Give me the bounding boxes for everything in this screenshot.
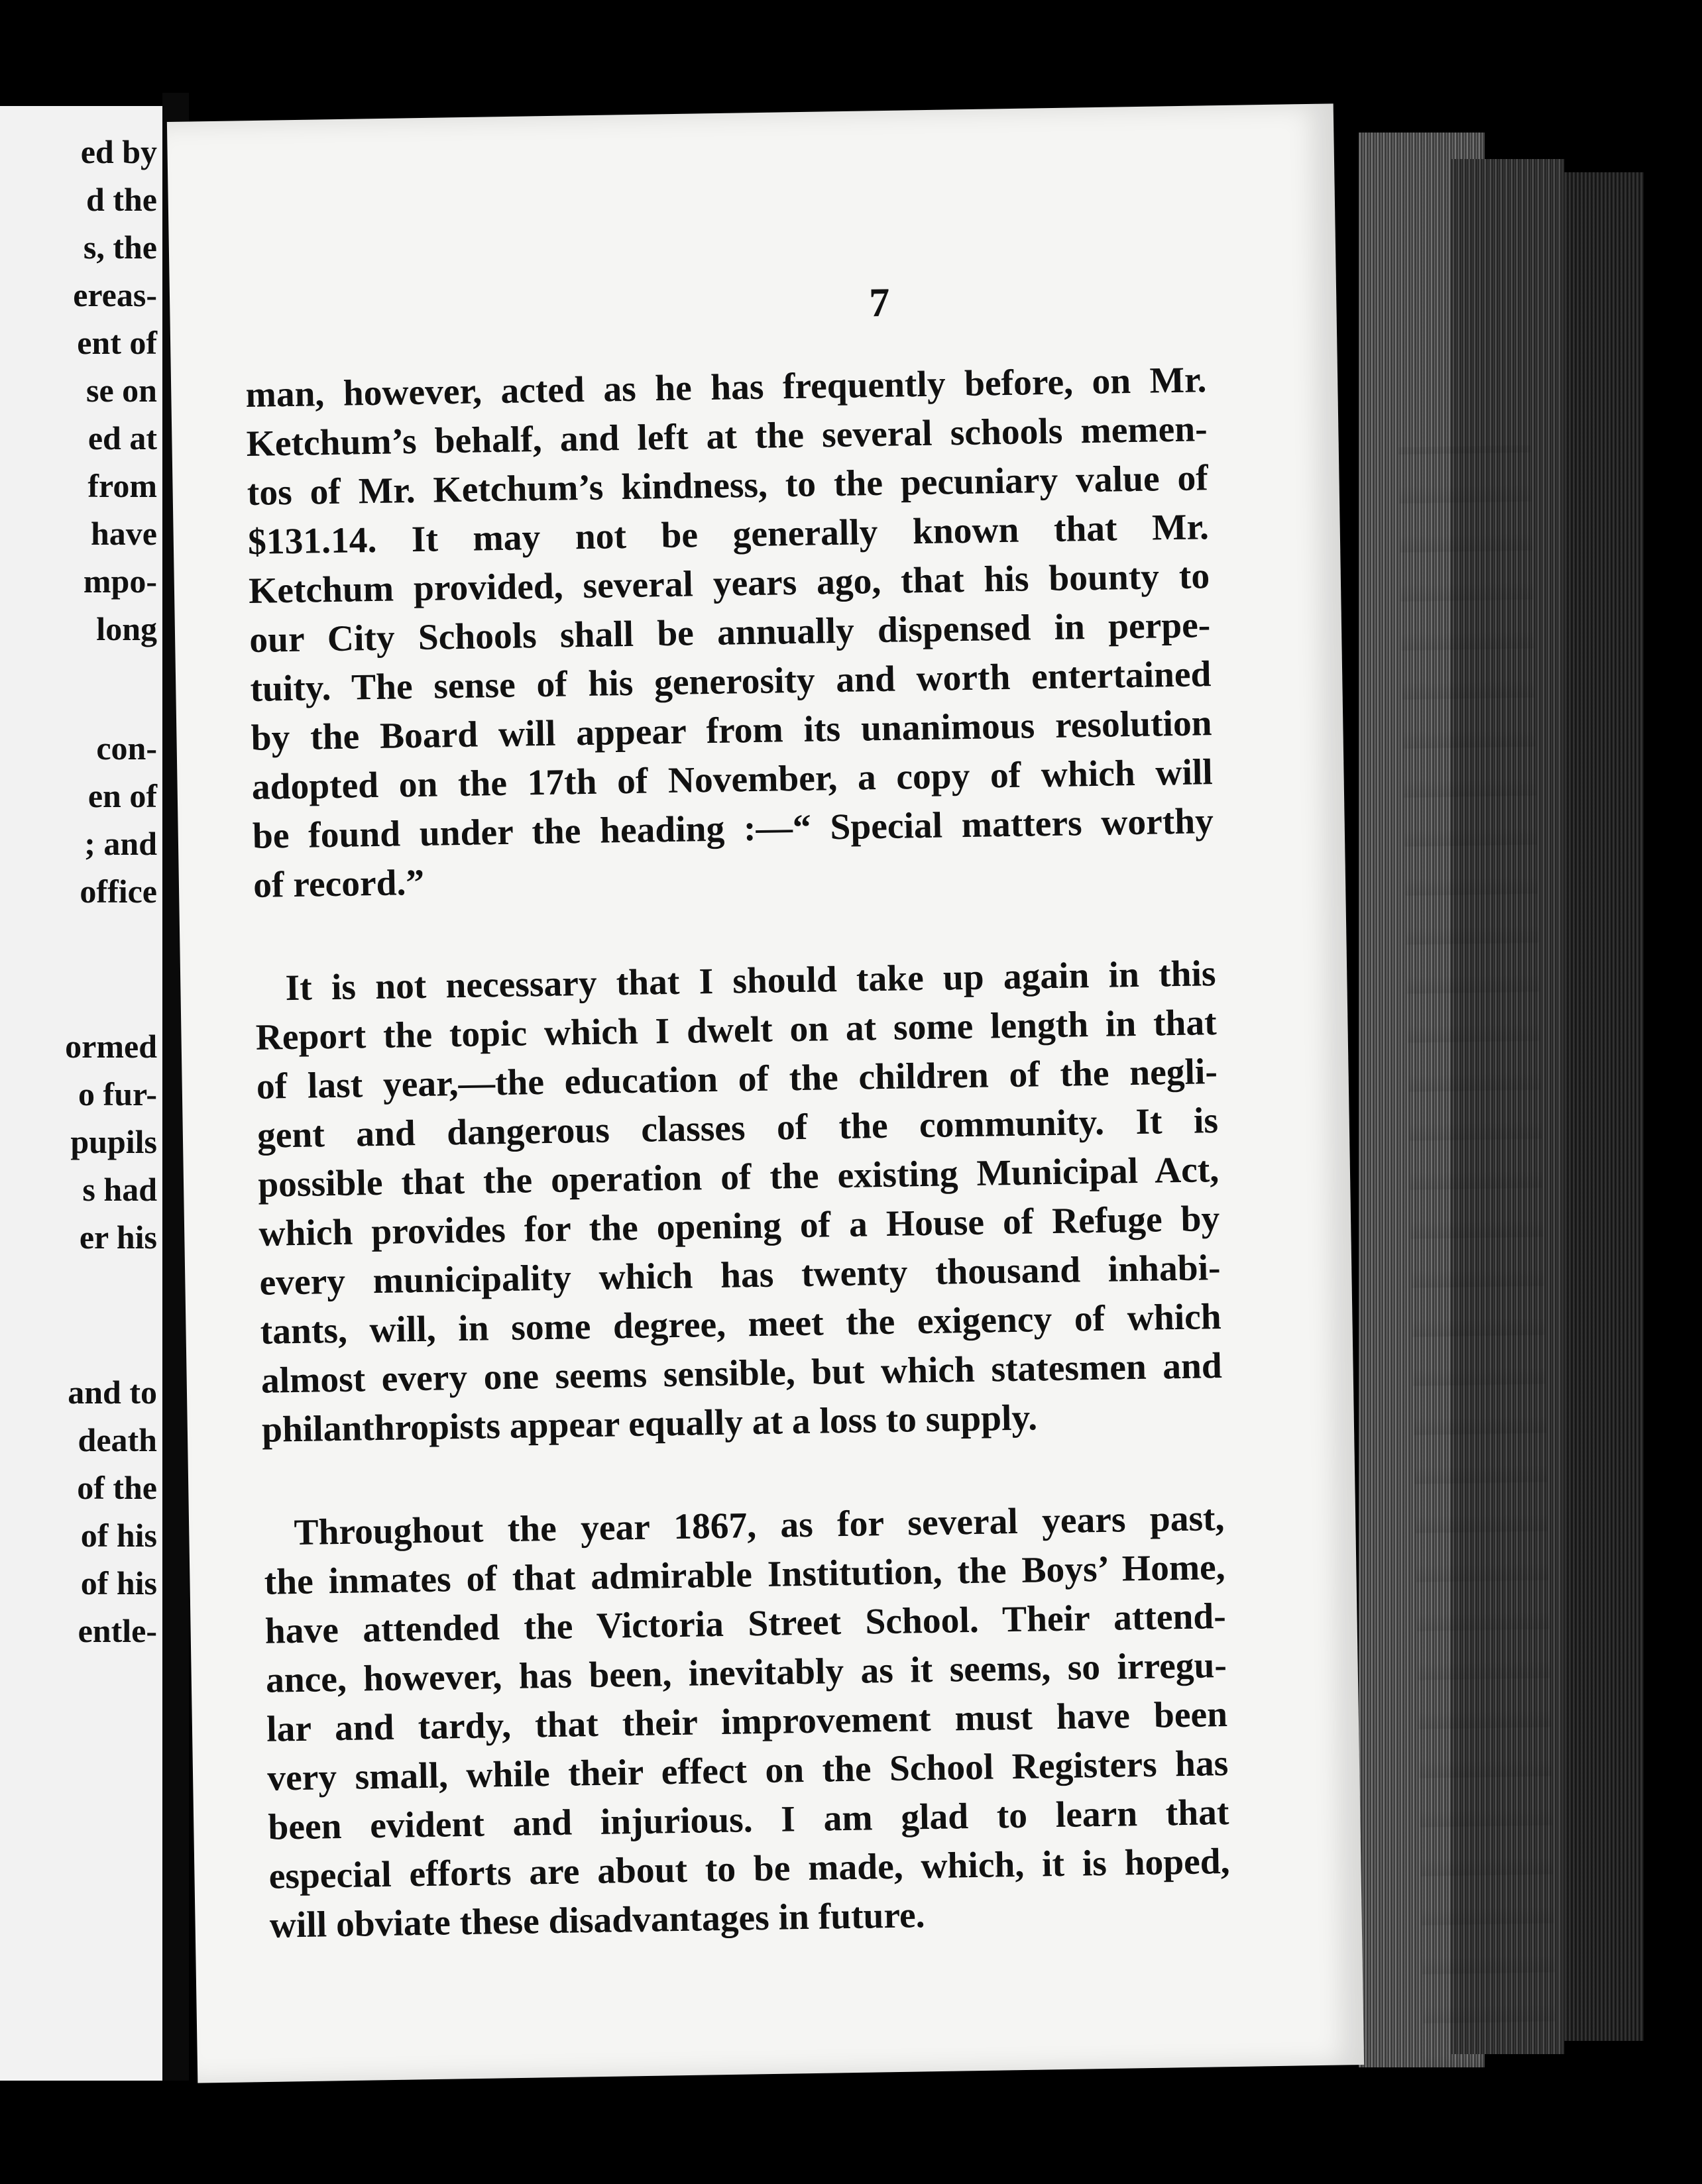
text-line: of record.” xyxy=(253,862,425,906)
text-line: philanthropists appear equally at a loss to supply. xyxy=(261,1397,1038,1450)
text-line: very small, while their effect on the School Registers has xyxy=(266,1743,1229,1799)
paragraph-2 xyxy=(255,950,1223,1455)
body-text xyxy=(245,356,1231,1950)
previous-page-line: ent of xyxy=(77,324,157,361)
text-line: Throughout the year 1867, as for several years past, xyxy=(294,1498,1225,1554)
text-line: tants, will, in some degree, meet the exigency of which xyxy=(260,1297,1222,1352)
text-line: especial efforts are about to be made, which, it is hoped, xyxy=(268,1841,1230,1897)
previous-page-line: entle- xyxy=(78,1612,157,1649)
paragraph-1 xyxy=(245,356,1215,910)
previous-page-line: of the xyxy=(77,1469,157,1506)
previous-page-line: ereas- xyxy=(73,276,157,313)
previous-page-line: ed at xyxy=(87,419,157,457)
page-number: 7 xyxy=(868,280,890,326)
previous-page-line: en of xyxy=(87,777,157,814)
text-line: Ketchum provided, several years ago, that his bounty to xyxy=(248,556,1210,612)
previous-page-line: office xyxy=(80,873,157,910)
text-line: gent and dangerous classes of the community. It is xyxy=(256,1101,1219,1156)
text-line: of last year,—the education of the children of the negli- xyxy=(256,1052,1218,1107)
text-line: man, however, acted as he has frequently before, on Mr. xyxy=(245,360,1207,415)
text-line: $131.14. It may not be generally known that Mr. xyxy=(247,507,1210,563)
text-line: which provides for the opening of a House of Refuge by xyxy=(258,1199,1220,1254)
previous-page-line: of his xyxy=(80,1517,157,1554)
text-line: be found under the heading :—“ Special matters worthy xyxy=(252,801,1214,857)
previous-page-line: and to xyxy=(68,1374,157,1411)
text-line: Ketchum’s behalf, and left at the several schools memen- xyxy=(246,409,1208,464)
previous-page-line: con- xyxy=(96,730,157,767)
text-line: been evident and injurious. I am glad to learn that xyxy=(268,1792,1229,1848)
previous-page-line: mpo- xyxy=(83,563,157,600)
text-line: possible that the operation of the existing Municipal Act, xyxy=(257,1150,1220,1205)
text-line: tos of Mr. Ketchum’s kindness, to the pecuniary value of xyxy=(247,458,1209,514)
previous-page-fragment xyxy=(0,106,162,2081)
previous-page-line: have xyxy=(91,515,157,552)
text-line: Report the topic which I dwelt on at some length in that xyxy=(255,1003,1218,1058)
text-line: tuity. The sense of his generosity and worth entertained xyxy=(250,654,1212,710)
text-line: ance, however, has been, inevitably as it seems, so irregu- xyxy=(265,1645,1227,1701)
text-line: our City Schools shall be annually dispensed in perpe- xyxy=(249,605,1211,661)
text-line: will obviate these disadvantages in future. xyxy=(269,1895,926,1946)
previous-page-line: pupils xyxy=(70,1123,157,1160)
paragraph-3 xyxy=(263,1494,1231,1951)
previous-page-line: s had xyxy=(82,1171,157,1208)
text-line: the inmates of that admirable Institution, the Boys’ Home, xyxy=(264,1547,1226,1603)
previous-page-line: d the xyxy=(86,181,157,218)
text-line: by the Board will appear from its unanimous resolution xyxy=(251,703,1213,759)
text-line: It is not necessary that I should take up again in this xyxy=(285,954,1216,1009)
book-cover-edge xyxy=(1564,172,1644,2041)
previous-page-line: s, the xyxy=(83,229,157,266)
previous-page-line: ; and xyxy=(84,825,157,862)
text-line: lar and tardy, that their improvement must have been xyxy=(266,1694,1228,1750)
previous-page-line: of his xyxy=(80,1564,157,1602)
previous-page-line: se on xyxy=(86,372,157,409)
previous-page-line: o fur- xyxy=(78,1075,157,1113)
previous-page-line: ed by xyxy=(80,133,157,170)
previous-page-line: long xyxy=(96,610,157,647)
text-line: almost every one seems sensible, but which statesmen and xyxy=(260,1346,1223,1401)
previous-page-line: from xyxy=(87,467,157,504)
previous-page-line: death xyxy=(78,1421,157,1458)
previous-page-line: er his xyxy=(79,1219,157,1256)
show-through-text xyxy=(1398,445,1557,2104)
text-line: every municipality which has twenty thousand inhabi- xyxy=(259,1248,1221,1303)
text-line: adopted on the 17th of November, a copy of which will xyxy=(251,752,1214,808)
previous-page-line: ormed xyxy=(65,1028,157,1065)
text-line: have attended the Victoria Street School. Their attend- xyxy=(264,1596,1227,1652)
